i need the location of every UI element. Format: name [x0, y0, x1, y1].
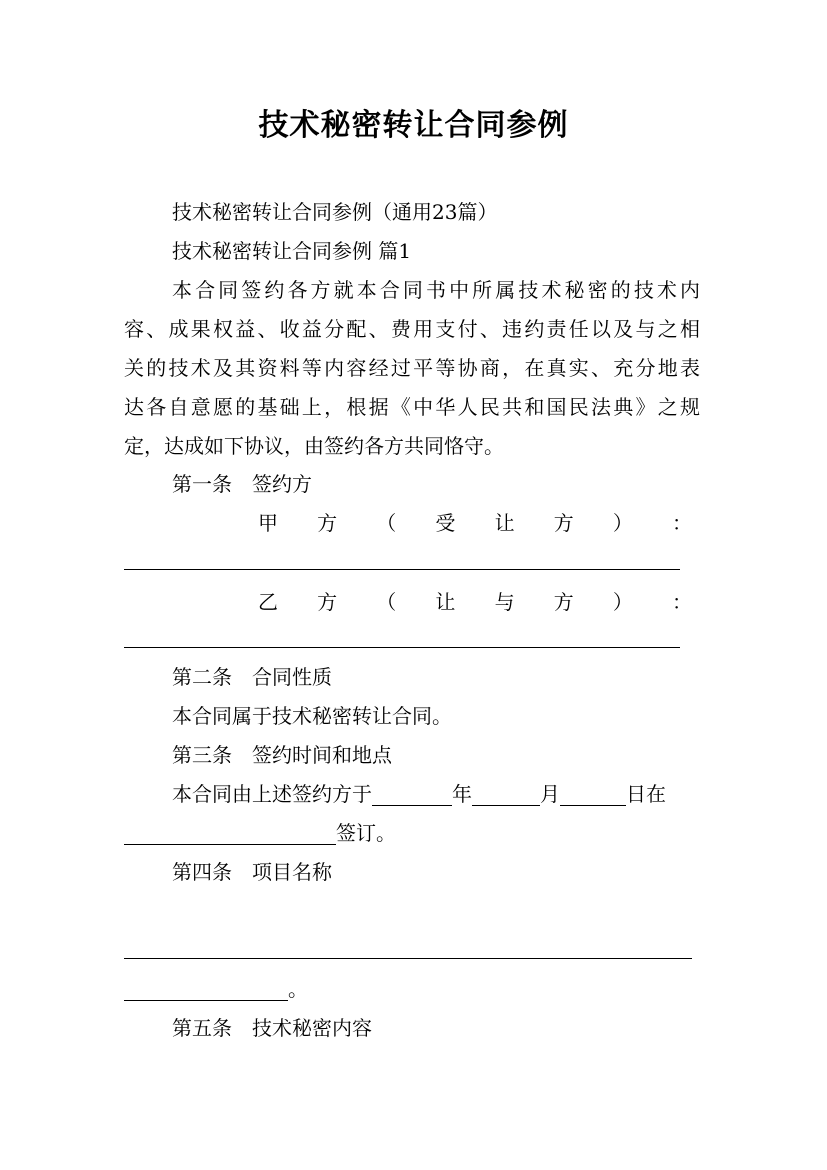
article-2-heading: 第二条 合同性质: [172, 665, 332, 689]
article-5-heading: 第五条 技术秘密内容: [172, 1016, 372, 1040]
intro-line-2: 容、成果权益、收益分配、费用支付、违约责任以及与之相: [124, 317, 700, 341]
project-name-line-2: 。: [124, 977, 308, 1001]
party-a-blank[interactable]: [124, 569, 680, 570]
intro-line-4: 达各自意愿的基础上，根据《中华人民共和国民法典》之规: [124, 395, 700, 419]
project-name-blank-2[interactable]: [124, 980, 288, 1001]
party-a-label: 甲 方 （ 受 让 方 ） ：: [258, 511, 692, 535]
document-subtitle: 技术秘密转让合同参例（通用23篇）: [172, 200, 498, 224]
party-b-label: 乙 方 （ 让 与 方 ） ：: [258, 590, 692, 614]
article-3-heading: 第三条 签约时间和地点: [172, 743, 392, 767]
intro-line-1: 本合同签约各方就本合同书中所属技术秘密的技术内: [172, 278, 700, 302]
year-blank[interactable]: [372, 785, 452, 806]
project-name-blank-1[interactable]: [124, 958, 692, 959]
day-blank[interactable]: [560, 785, 626, 806]
article-4-heading: 第四条 项目名称: [172, 860, 332, 884]
article-1-heading: 第一条 签约方: [172, 472, 312, 496]
intro-line-5: 定，达成如下协议，由签约各方共同恪守。: [124, 434, 504, 458]
article-2-body: 本合同属于技术秘密转让合同。: [172, 704, 452, 728]
party-b-blank[interactable]: [124, 647, 680, 648]
section-heading: 技术秘密转让合同参例 篇1: [172, 239, 412, 263]
article-3-body-line-1: 本合同由上述签约方于 年 月 日在: [172, 782, 666, 806]
document-title: 技术秘密转让合同参例: [258, 108, 569, 143]
article-3-body-line-2: 签订。: [124, 821, 396, 845]
month-blank[interactable]: [472, 785, 540, 806]
intro-line-3: 关的技术及其资料等内容经过平等协商，在真实、充分地表: [124, 356, 700, 380]
location-blank[interactable]: [124, 824, 336, 845]
